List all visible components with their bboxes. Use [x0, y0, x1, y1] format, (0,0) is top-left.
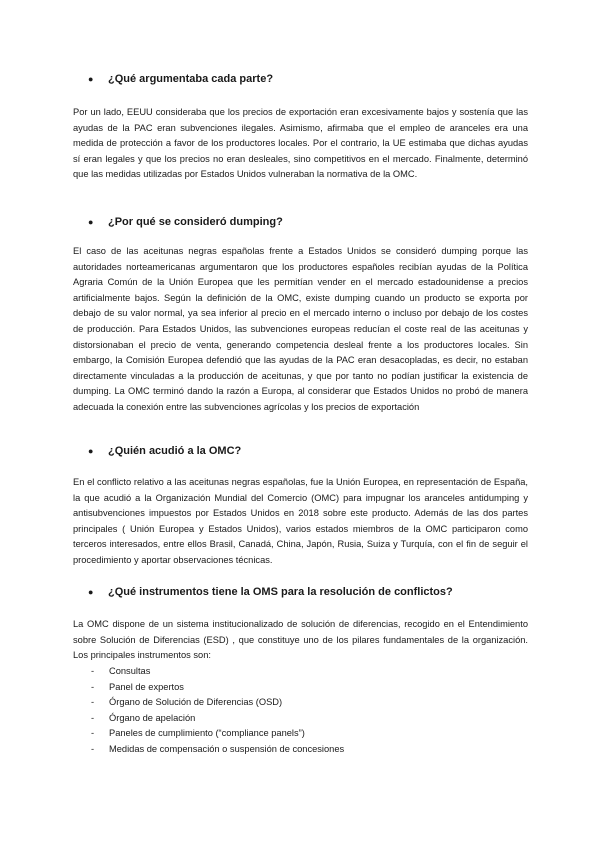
section-paragraph: Por un lado, EEUU consideraba que los precios de exportación eran excesivamente bajos y sostenía que las ayudas de la PAC eran subvenciones ilegales. Asimismo, afirmaba que el empleo de aranceles era una medida de protección a favor de los productores locales. Por el contrario, la UE estimaba que dichas ayudas sí eran legales y que los precios no eran desleales, sino competitivos en el mercado. Finalmente, determinó que las medidas utilizadas por Estados Unidos vulneraban la normativa de la OMC. [73, 107, 528, 180]
dash-icon: - [91, 728, 95, 739]
list-item: - Consultas [91, 664, 344, 680]
section-heading [88, 215, 283, 229]
instruments-list [91, 664, 344, 758]
section-paragraph: En el conflicto relativo a las aceitunas negras españolas, fue la Unión Europea, en representación de España, la que acudió a la Organización Mundial del Comercio (OMC) para impugnar los aranceles antidumping y antisubvenciones impuestos por Estados Unidos en 2018 sobre este producto. Además de las dos partes principales ( Unión Europea y Estados Unidos), varios estados miembros de la OMC participaron como terceros interesados, entre ellos Brasil, Canadá, China, Japón, Rusia, Suiza y Turquía, con el fin de seguir el procedimiento y aportar observaciones técnicas. [73, 477, 528, 565]
heading-text: ¿Qué instrumentos tiene la OMS para la resolución de conflictos? [108, 586, 453, 598]
list-item: - Medidas de compensación o suspensión de concesiones [91, 742, 344, 758]
bullet-icon: ● [88, 74, 94, 84]
dash-icon: - [91, 681, 95, 692]
dash-icon: - [91, 743, 95, 754]
list-item: - Paneles de cumplimiento (“compliance panels”) [91, 726, 344, 742]
list-item: - Panel de expertos [91, 680, 344, 696]
section-paragraph: La OMC dispone de un sistema institucionalizado de solución de diferencias, recogido en el Entendimiento sobre Solución de Diferencias (ESD) , que constituye uno de los pilares fundamentales de la organización. Los principales instrumentos son: [73, 619, 528, 661]
dash-icon: - [91, 712, 95, 723]
list-item: - Órgano de Solución de Diferencias (OSD) [91, 695, 344, 711]
list-item: - Órgano de apelación [91, 711, 344, 727]
section-heading [88, 585, 453, 599]
section-heading [88, 72, 273, 86]
heading-text: ¿Qué argumentaba cada parte? [108, 73, 274, 85]
bullet-icon: ● [88, 587, 94, 597]
dash-icon: - [91, 666, 95, 676]
bullet-icon: ● [88, 446, 94, 456]
bullet-icon: ● [88, 217, 94, 227]
heading-text: ¿Por qué se consideró dumping? [108, 216, 283, 228]
section-paragraph: El caso de las aceitunas negras españolas frente a Estados Unidos se consideró dumping porque las autoridades norteamericanas argumentaron que los productores españoles recibían ayudas de la Política Agraria Común de la Unión Europea que les permitían vender en el mercado estadounidense a precios artificialmente bajos. Según la definición de la OMC, existe dumping cuando un producto se exporta por debajo de su valor normal, ya sea inferior al precio en el mercado interno o incluso por debajo de los costes de producción. Para Estados Unidos, las subvenciones europeas reducían el coste real de las aceitunas y distorsionaban el precio de venta, generando competencia desleal frente a los productores locales. Sin embargo, la Comisión Europea defendió que las ayudas de la PAC eran desacopladas, es decir, no estaban directamente vinculadas a la producción de aceitunas, y que por tanto no podían justificar la existencia de dumping. La OMC terminó dando la razón a Europa, al considerar que Estados Unidos no probó de manera adecuada la conexión entre las subvenciones agrícolas y los precios de exportación [73, 246, 528, 412]
heading-text: ¿Quién acudió a la OMC? [108, 445, 242, 457]
section-heading [88, 444, 241, 458]
dash-icon: - [91, 697, 95, 708]
